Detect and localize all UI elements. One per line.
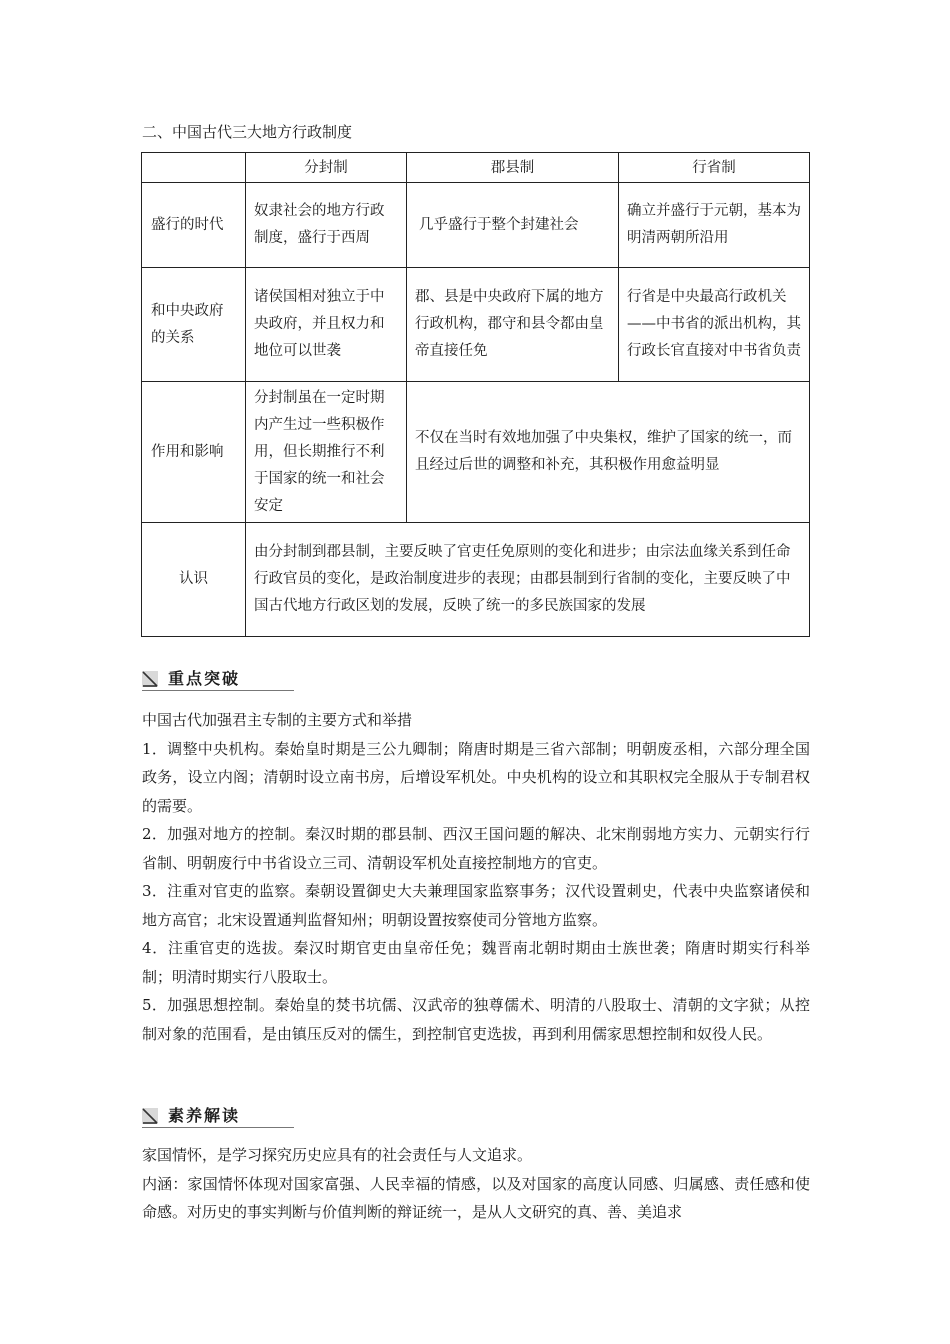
cell-fenfeng: 奴隶社会的地方行政制度，盛行于西周: [246, 183, 407, 268]
header-empty: [142, 153, 246, 183]
list-item: 2．加强对地方的控制。秦汉时期的郡县制、西汉王国问题的解决、北宋削弱地方实力、元朝实行行省制、明朝废行中书省设立三司、清朝设军机处直接控制地方的官吏。: [142, 825, 810, 872]
focus-heading: [142, 669, 294, 695]
cell-fenfeng: 诸侯国相对独立于中央政府，并且权力和地位可以世袭: [246, 268, 407, 382]
literacy-heading-label: 素养解读: [168, 1106, 241, 1125]
cell-junxian: 几乎盛行于整个封建社会: [407, 183, 619, 268]
list-item: 4．注重官吏的选拔。秦汉时期官吏由皇帝任免；魏晋南北朝时期由士族世袭；隋唐时期实行科举制；明清时期实行八股取士。: [142, 939, 810, 986]
list-item: 5．加强思想控制。秦始皇的焚书坑儒、汉武帝的独尊儒术、明清的八股取士、清朝的文字狱；从控制对象的范围看，是由镇压反对的儒生，到控制官吏选拔，再到利用儒家思想控制和奴役人民。: [142, 996, 810, 1043]
cell-xingsheng: 行省是中央最高行政机关——中书省的派出机构，其行政长官直接对中书省负责: [619, 268, 810, 382]
row-label: 盛行的时代: [142, 183, 246, 268]
literacy-line: 内涵：家国情怀体现对国家富强、人民幸福的情感，以及对国家的高度认同感、归属感、责任感和使命感。对历史的事实判断与价值判断的辩证统一，是从人文研究的真、善、美追求: [142, 1174, 810, 1221]
table-row: [142, 523, 810, 637]
literacy-line: 家国情怀，是学习探究历史应具有的社会责任与人文追求。: [142, 1146, 533, 1164]
corner-slash-icon: [142, 1108, 158, 1124]
table-row: [142, 268, 810, 382]
row-label: 和中央政府的关系: [142, 268, 246, 382]
literacy-body: [142, 1141, 810, 1227]
header-xingsheng: 行省制: [619, 153, 810, 183]
header-fenfeng: 分封制: [246, 153, 407, 183]
heading-underline: [142, 1127, 294, 1128]
section-title: 二、中国古代三大地方行政制度: [142, 123, 353, 141]
focus-intro: 中国古代加强君主专制的主要方式和举措: [142, 711, 413, 729]
row-label: 认识: [142, 523, 246, 637]
table-row: [142, 382, 810, 523]
cell-junxian: 郡、县是中央政府下属的地方行政机构，郡守和县令都由皇帝直接任免: [407, 268, 619, 382]
header-junxian: 郡县制: [407, 153, 619, 183]
corner-slash-icon: [142, 671, 158, 687]
row-label: 作用和影响: [142, 382, 246, 523]
table-header-row: [142, 153, 810, 183]
table-row: [142, 183, 810, 268]
heading-underline: [142, 690, 294, 691]
list-item: 1．调整中央机构。秦始皇时期是三公九卿制；隋唐时期是三省六部制；明朝废丞相，六部分理全国政务，设立内阁；清朝时设立南书房，后增设军机处。中央机构的设立和其职权完全服从于专制君权的需要。: [142, 739, 810, 815]
list-item: 3．注重对官吏的监察。秦朝设置御史大夫兼理国家监察事务；汉代设置刺史，代表中央监察诸侯和地方高官；北宋设置通判监督知州；明朝设置按察使司分管地方监察。: [142, 882, 810, 929]
focus-body: [142, 706, 810, 1048]
cell-xingsheng: 确立并盛行于元朝，基本为明清两朝所沿用: [619, 183, 810, 268]
focus-heading-label: 重点突破: [168, 669, 241, 688]
cell-merged-understanding: 由分封制到郡县制，主要反映了官吏任免原则的变化和进步；由宗法血缘关系到任命行政官员的变化，是政治制度进步的表现；由郡县制到行省制的变化，主要反映了中国古代地方行政区划的发展，反映了统一的多民族国家的发展: [246, 523, 810, 637]
literacy-heading: [142, 1106, 294, 1132]
cell-merged-effect: 不仅在当时有效地加强了中央集权，维护了国家的统一，而且经过后世的调整和补充，其积极作用愈益明显: [407, 382, 810, 523]
cell-fenfeng: 分封制虽在一定时期内产生过一些积极作用，但长期推行不利于国家的统一和社会安定: [246, 382, 407, 523]
admin-system-table: [141, 152, 810, 637]
